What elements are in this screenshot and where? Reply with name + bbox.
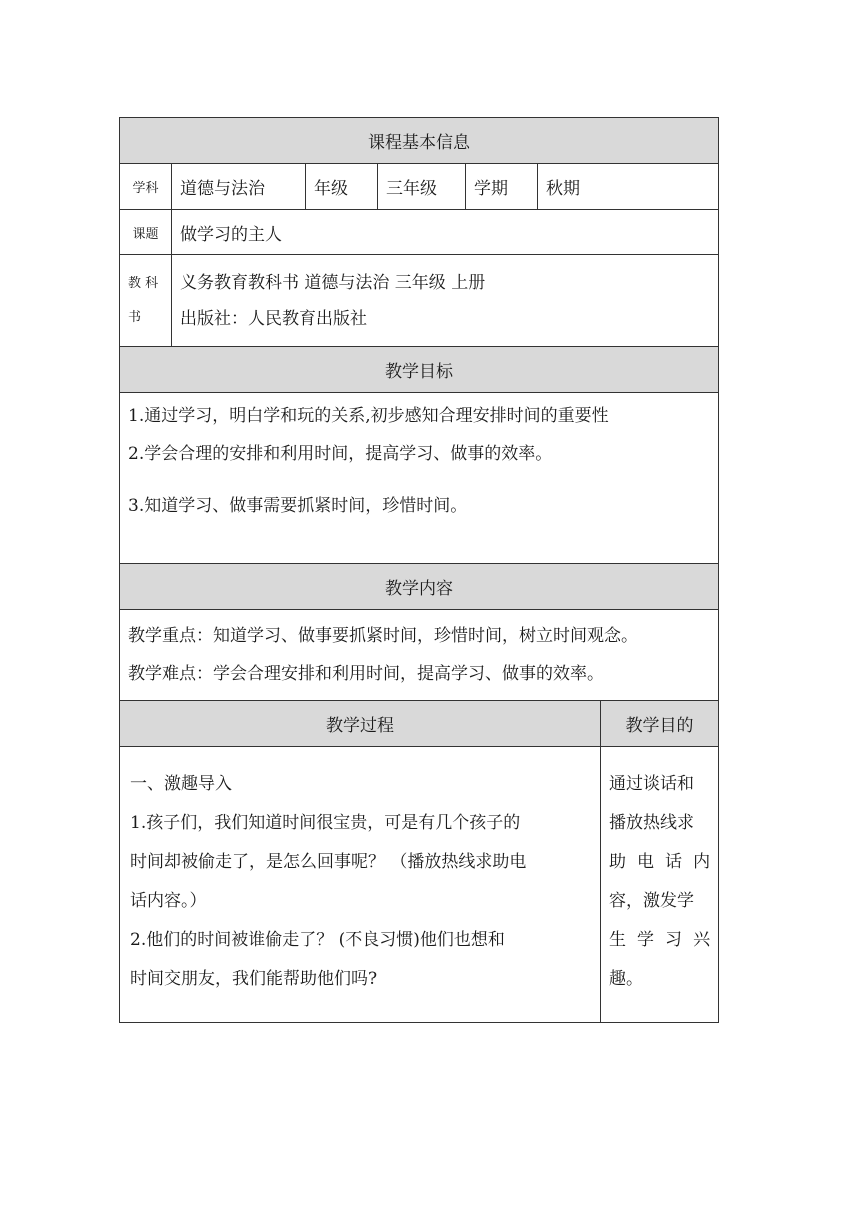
process-body: [120, 747, 601, 1023]
textbook-label: [120, 255, 172, 347]
textbook-label-line1: 教 科: [128, 275, 159, 291]
process-line: 一、激趣导入: [130, 774, 232, 794]
process-line: 1.孩子们，我们知道时间很宝贵，可是有几个孩子的: [130, 813, 521, 833]
goal-line: 生学习兴: [609, 930, 711, 950]
goal-line: 助电话内: [609, 852, 711, 872]
process-line: 话内容。）: [130, 891, 207, 911]
grade-label: 年级: [306, 164, 378, 210]
textbook-line2: 出版社：人民教育出版社: [180, 308, 367, 329]
topic-value: 做学习的主人: [172, 210, 719, 255]
term-value: 秋期: [538, 164, 719, 210]
content-header-row: [120, 564, 719, 610]
content-title: 教学内容: [120, 564, 719, 610]
basic-info-title: 课程基本信息: [120, 118, 719, 164]
term-label: 学期: [466, 164, 538, 210]
goal-title: 教学目的: [601, 701, 719, 747]
objectives-header-row: [120, 347, 719, 393]
basic-info-header-row: [120, 118, 719, 164]
goal-body: [601, 747, 719, 1023]
process-title: 教学过程: [120, 701, 601, 747]
subject-value: 道德与法治: [172, 164, 306, 210]
topic-label: 课题: [120, 210, 172, 255]
textbook-value: [172, 255, 719, 347]
objective-item: 1.通过学习，明白学和玩的关系,初步感知合理安排时间的重要性: [128, 406, 609, 426]
objectives-title: 教学目标: [120, 347, 719, 393]
objective-item: 3.知道学习、做事需要抓紧时间，珍惜时间。: [128, 496, 468, 516]
textbook-label-line2: 书: [128, 309, 142, 325]
content-body: [120, 610, 719, 701]
objectives-list: [120, 393, 719, 564]
process-line: 2.他们的时间被谁偷走了？ (不良习惯)他们也想和: [130, 930, 505, 950]
content-row: [120, 610, 719, 701]
objective-item: 2.学会合理的安排和利用时间，提高学习、做事的效率。: [128, 444, 553, 464]
process-header-row: [120, 701, 719, 747]
lesson-plan-document: [119, 117, 718, 1023]
subject-row: [120, 164, 719, 210]
grade-value: 三年级: [378, 164, 466, 210]
topic-row: [120, 210, 719, 255]
process-row: [120, 747, 719, 1023]
textbook-row: [120, 255, 719, 347]
process-line: 时间交朋友，我们能帮助他们吗?: [130, 969, 378, 989]
goal-line: 播放热线求: [609, 813, 694, 833]
objectives-row: [120, 393, 719, 564]
process-line: 时间却被偷走了，是怎么回事呢？ （播放热线求助电: [130, 852, 527, 872]
difficult-point: 教学难点：学会合理安排和利用时间，提高学习、做事的效率。: [128, 664, 604, 684]
textbook-line1: 义务教育教科书 道德与法治 三年级 上册: [180, 272, 486, 293]
goal-line: 趣。: [609, 969, 643, 989]
key-point: 教学重点：知道学习、做事要抓紧时间，珍惜时间，树立时间观念。: [128, 626, 638, 646]
lesson-plan-table: [119, 117, 719, 1023]
goal-line: 通过谈话和: [609, 774, 694, 794]
subject-label: 学科: [120, 164, 172, 210]
goal-line: 容，激发学: [609, 891, 694, 911]
